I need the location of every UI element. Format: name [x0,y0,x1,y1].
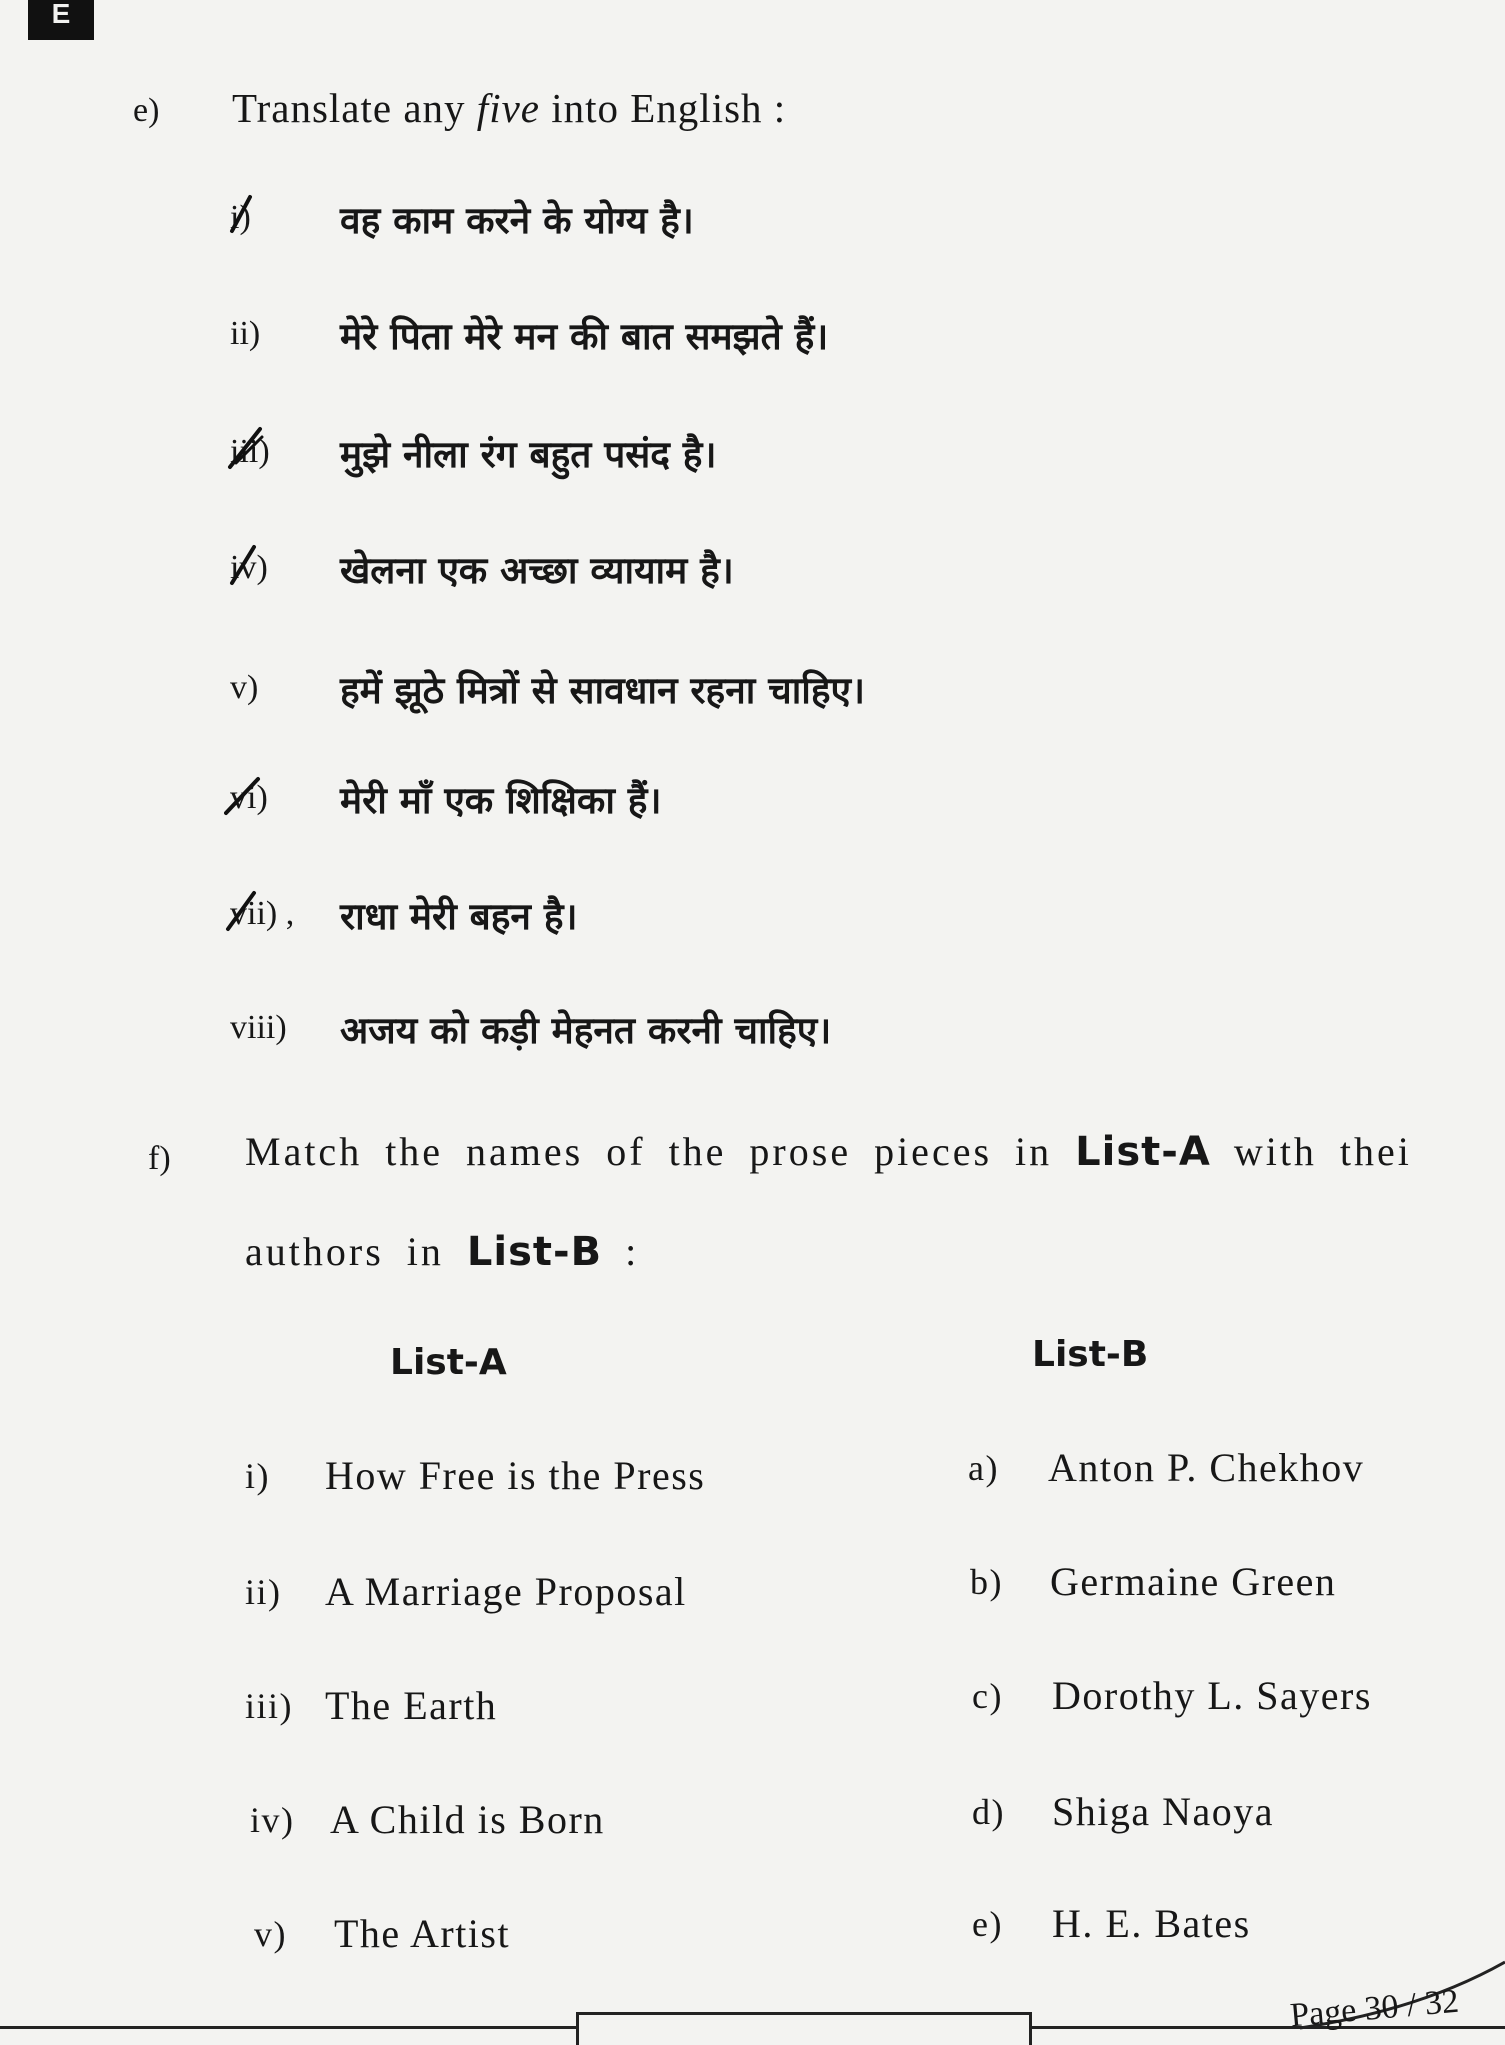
list-a-number: ii) [245,1571,282,1612]
translation-item [230,304,828,364]
list-a-title: A Child is Born [330,1797,605,1842]
item-number: ii) [230,315,261,352]
list-a-number: v) [254,1913,287,1954]
hindi-sentence: मेरी माँ एक शिक्षिका हैं। [340,778,662,822]
list-b-item [970,1558,1336,1605]
question-e-label: e) [133,92,160,129]
list-a-number: i) [245,1455,270,1496]
hindi-sentence: हमें झूठे मित्रों से सावधान रहना चाहिए। [340,668,865,712]
list-b-item [972,1900,1251,1947]
list-b-author: Dorothy L. Sayers [1052,1673,1372,1718]
instruction-part: : [602,1229,640,1274]
list-a-title: A Marriage Proposal [325,1569,687,1614]
item-number: viii) [230,1009,287,1046]
list-b-letter: b) [970,1561,1003,1602]
hindi-sentence: वह काम करने के योग्य है। [340,198,694,242]
page-letter-badge: E [28,0,94,40]
question-f-label: f) [148,1140,171,1177]
question-f-instruction-line1 [245,1128,1412,1175]
translation-item [230,422,716,482]
item-number: vi) [230,779,340,817]
list-a-title: The Artist [334,1911,511,1956]
translation-item [230,998,831,1058]
list-b-item [972,1788,1274,1835]
list-b-author: H. E. Bates [1052,1901,1251,1946]
list-a-item [245,1452,705,1499]
instruction-part: with thei [1210,1129,1412,1174]
instruction-bold: List-B [466,1229,603,1275]
instruction-part: Translate any [232,85,477,131]
footer-code-box [576,2012,1032,2045]
list-a-item [254,1910,510,1957]
hindi-sentence: मेरे पिता मेरे मन की बात समझते हैं। [340,314,829,358]
list-a-heading: List-A [390,1342,507,1383]
instruction-part: Match the names of the prose pieces in [245,1129,1076,1174]
item-number: i) [230,199,340,237]
hindi-sentence: मुझे नीला रंग बहुत पसंद है। [340,432,717,476]
list-b-heading: List-B [1032,1334,1149,1375]
question-e-instruction [232,84,786,132]
list-b-item [972,1672,1372,1719]
hindi-sentence: खेलना एक अच्छा व्यायाम है। [340,548,734,592]
list-a-title: The Earth [325,1683,498,1728]
translation-item [230,768,661,828]
translation-item [230,188,694,248]
translation-item [230,538,734,598]
list-a-item [245,1682,497,1729]
instruction-part: authors in [245,1229,467,1274]
hindi-sentence: अजय को कड़ी मेहनत करनी चाहिए। [340,1008,832,1052]
list-b-letter: e) [972,1903,1003,1944]
list-b-author: Anton P. Chekhov [1048,1445,1365,1490]
list-a-number: iv) [250,1799,295,1840]
page-number: Page 30 / 32 [1288,1982,1461,2035]
question-f-instruction-line2 [245,1228,639,1275]
list-b-item [968,1444,1364,1491]
translation-item [230,658,865,718]
item-number: v) [230,669,259,706]
list-a-title: How Free is the Press [325,1453,706,1498]
item-number: iv) [230,549,340,587]
instruction-bold: List-A [1075,1129,1211,1175]
list-a-number: iii) [245,1685,293,1726]
list-b-letter: d) [972,1791,1005,1832]
list-b-author: Shiga Naoya [1052,1789,1275,1834]
hindi-sentence: राधा मेरी बहन है। [340,894,578,938]
list-a-item [245,1568,687,1615]
item-number: iii) [230,433,340,471]
instruction-part: into English : [539,85,787,131]
list-a-item [250,1796,605,1843]
translation-item [230,884,578,944]
list-b-letter: a) [968,1447,999,1488]
list-b-letter: c) [972,1675,1003,1716]
list-b-author: Germaine Green [1050,1559,1337,1604]
instruction-emphasis: five [476,85,540,131]
item-number: vii) , [230,895,340,933]
